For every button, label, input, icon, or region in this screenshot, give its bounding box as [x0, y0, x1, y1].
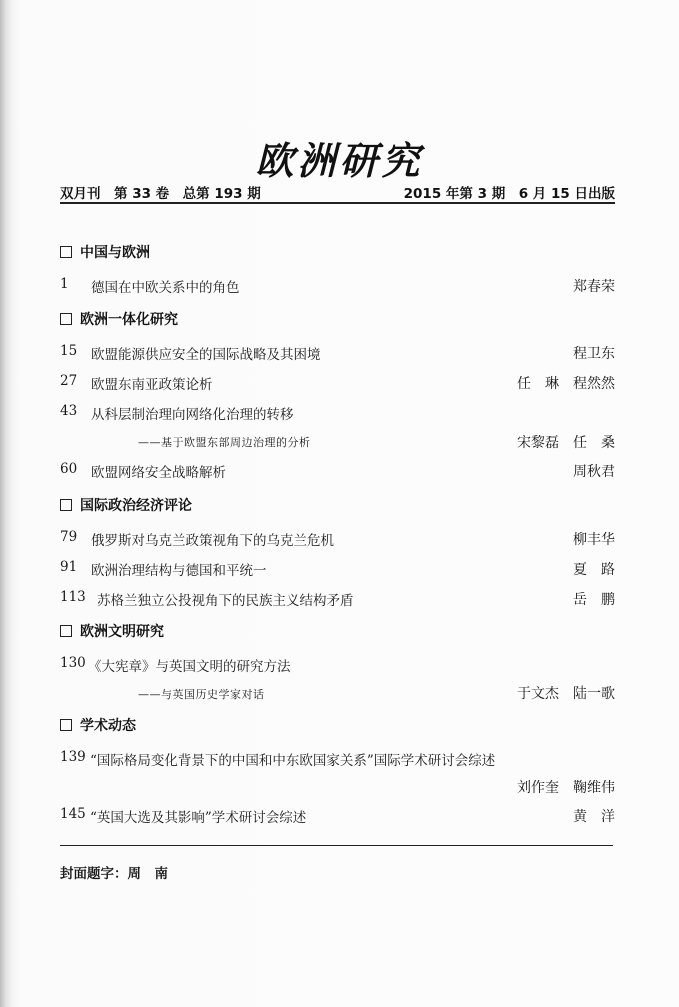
cover-calligraphy-credit: 封面题字：周 南 — [60, 866, 168, 882]
article-title: 欧盟东南亚政策论析 — [91, 377, 213, 393]
section-heading: 欧洲文明研究 — [60, 621, 164, 641]
article-authors: 柳丰华 — [573, 532, 615, 548]
article-subtitle: ——与英国历史学家对话 — [138, 688, 265, 701]
article-title: “国际格局变化背景下的中国和中东欧国家关系”国际学术研讨会综述 — [90, 753, 496, 769]
article-subtitle: ——基于欧盟东部周边治理的分析 — [138, 436, 311, 449]
checkbox-square-icon — [60, 625, 72, 637]
article-title: 俄罗斯对乌克兰政策视角下的乌克兰危机 — [91, 533, 334, 549]
article-page-number: 145 — [60, 806, 86, 822]
checkbox-square-icon — [60, 246, 72, 258]
section-heading: 欧洲一体化研究 — [60, 309, 178, 329]
article-authors: 任 琳 程然然 — [517, 376, 615, 392]
article-title: 欧盟网络安全战略解析 — [91, 465, 226, 481]
header-rule — [60, 202, 615, 204]
section-heading: 中国与欧洲 — [60, 242, 150, 262]
article-title: 苏格兰独立公投视角下的民族主义结构矛盾 — [97, 593, 354, 609]
article-authors: 岳 鹏 — [573, 592, 615, 608]
footer-rule — [60, 845, 613, 846]
article-authors: 郑春荣 — [573, 279, 615, 295]
issue-volume-info: 双月刊 第 33 卷 总第 193 期 — [60, 186, 261, 202]
checkbox-square-icon — [60, 313, 72, 325]
article-authors: 宋黎磊 任 桑 — [517, 435, 615, 451]
article-authors: 于文杰 陆一歌 — [517, 686, 615, 702]
article-authors: 刘作奎 鞠维伟 — [517, 780, 615, 796]
article-title: 欧洲治理结构与德国和平统一 — [91, 563, 267, 579]
article-title: 德国在中欧关系中的角色 — [91, 280, 240, 296]
article-authors: 周秋君 — [573, 464, 615, 480]
article-page-number: 139 — [60, 749, 86, 765]
article-authors: 夏 路 — [573, 562, 615, 578]
article-title: “英国大选及其影响”学术研讨会综述 — [90, 810, 307, 826]
article-authors: 黄 洋 — [573, 809, 615, 825]
article-page-number: 60 — [60, 461, 78, 477]
article-page-number: 1 — [60, 276, 69, 292]
article-title: 欧盟能源供应安全的国际战略及其困境 — [91, 347, 321, 363]
article-authors: 程卫东 — [573, 346, 615, 362]
article-title: 《大宪章》与英国文明的研究方法 — [88, 659, 291, 675]
section-heading: 学术动态 — [60, 715, 136, 735]
checkbox-square-icon — [60, 499, 72, 511]
article-page-number: 91 — [60, 559, 78, 575]
article-title: 从科层制治理向网络化治理的转移 — [91, 407, 294, 423]
article-page-number: 27 — [60, 373, 78, 389]
article-page-number: 113 — [60, 589, 86, 605]
issue-date-info: 2015 年第 3 期 6 月 15 日出版 — [403, 186, 615, 202]
article-page-number: 43 — [60, 403, 78, 419]
section-heading: 国际政治经济评论 — [60, 495, 192, 515]
article-page-number: 15 — [60, 343, 78, 359]
article-page-number: 130 — [60, 655, 86, 671]
journal-masthead: 欧洲研究 — [255, 138, 424, 183]
article-page-number: 79 — [60, 529, 78, 545]
checkbox-square-icon — [60, 719, 72, 731]
